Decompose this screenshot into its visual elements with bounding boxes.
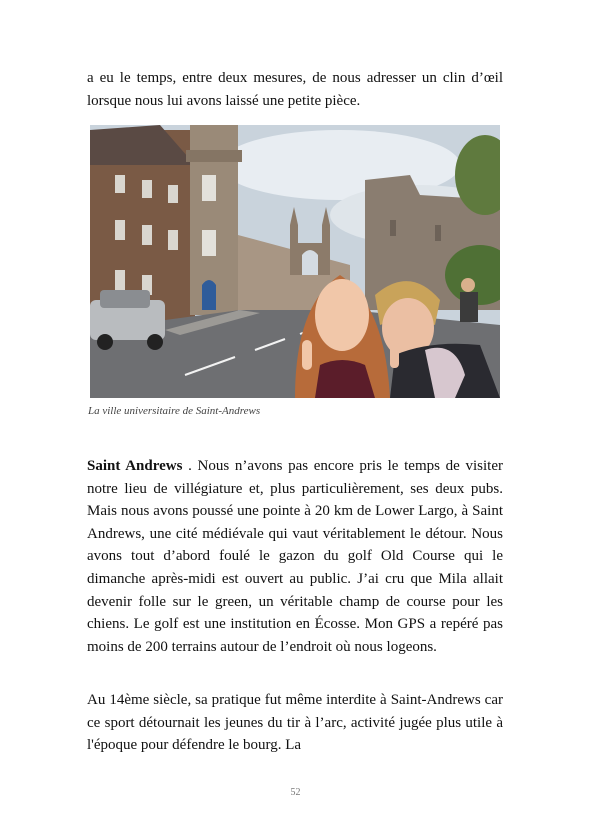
history-paragraph: Au 14ème siècle, sa pratique fut même interdite à Saint-Andrews car ce sport détournait les jeunes du tir à l’arc, activité jugée plus utile à l'époque pour défendre le bourg. La (87, 692, 503, 754)
main-paragraph-text: . Nous n’avons pas encore pris le temps de visiter notre lieu de villégiature et, plus particulièrement, ses deux pubs. Mais nous avons poussé une pointe à 20 km de Lower Largo, à Saint Andrews, une cité médiévale qui vaut véritablement le détour. Nous avons tout d’abord foulé le gazon du golf Old Course qui le dimanche après-midi est ouvert au public. J’ai cru que Mila allait devenir folle sur le green, un véritable champ de course pour les chiens. Le golf est une institution en Écosse. Mon GPS a repéré pas moins de 200 terrains autour de l’endroit où nous logeons. (87, 458, 503, 655)
photo-caption: La ville universitaire de Saint-Andrews (88, 405, 261, 417)
page-number: 52 (290, 787, 301, 798)
intro-paragraph: a eu le temps, entre deux mesures, de nous adresser un clin d’œil lorsque nous lui avons laissé une petite pièce. (87, 70, 503, 109)
main-paragraph (87, 455, 503, 658)
saint-andrews-photo (90, 125, 500, 398)
section-heading: Saint Andrews (87, 458, 183, 474)
